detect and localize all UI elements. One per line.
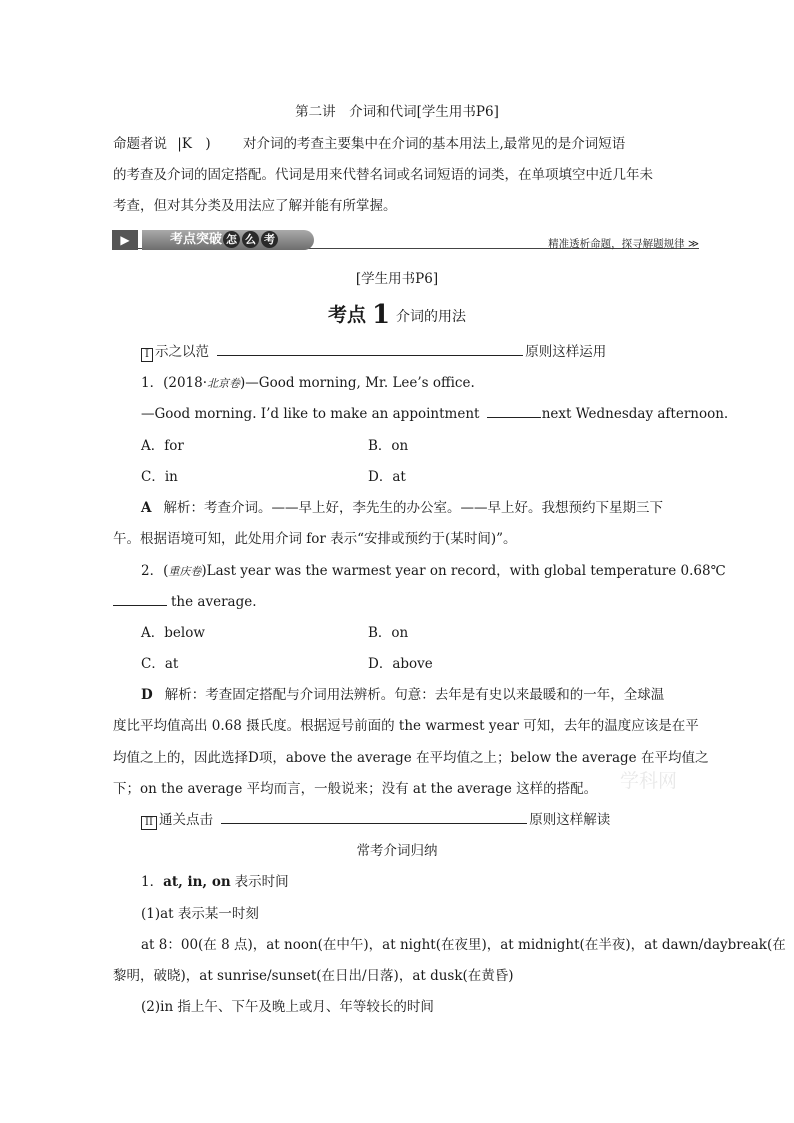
summary-heading-words: at, in, on	[163, 874, 231, 890]
q2-line2	[113, 593, 257, 611]
play-arrow-icon: ▶	[112, 230, 138, 250]
q2-explain-1	[141, 686, 664, 704]
kaodian-number: 1	[371, 300, 391, 330]
part1-rule	[217, 343, 523, 356]
part2-right: 原则这样解读	[529, 812, 611, 828]
part2-label: 通关点击	[159, 812, 213, 828]
q1-answer: A	[141, 500, 152, 516]
intro-line-3: 考查，但对其分类及用法应了解并能有所掌握。	[113, 198, 397, 214]
intro-lead: 命题者说	[113, 136, 167, 152]
kaodian-title	[0, 300, 794, 330]
q1-stem	[141, 374, 475, 393]
q2-rest: )Last year was the warmest year on record，with global temperature 0.68℃	[201, 563, 726, 579]
banner-circle-2: 么	[242, 231, 259, 248]
q1-line2	[141, 405, 728, 423]
summary-sub-2: (2)in 指上午、下午及晚上或月、年等较长的时间	[141, 999, 434, 1015]
banner-circle-3: 考	[261, 231, 278, 248]
q1-explain-2: 午。根据语境可知，此处用介词 for 表示“安排或预约于(某时间)”。	[113, 531, 517, 547]
part2-rule	[221, 811, 527, 824]
q2-option-b: B．on	[368, 625, 409, 641]
summary-example-1: at 8：00(在 8 点)，at noon(在中午)，at night(在夜里)，at midnight(在半夜)，at dawn/daybreak(在	[141, 937, 786, 953]
q2-blank	[113, 593, 167, 606]
q1-option-b: B．on	[368, 438, 409, 454]
summary-title: 常考介词归纳	[356, 843, 438, 859]
q1-blank	[487, 405, 541, 418]
part1-number: I	[141, 348, 153, 362]
q2-option-d: D．above	[368, 656, 433, 672]
part1-header	[141, 343, 606, 362]
q1-prefix: 1．(2018·	[141, 375, 208, 391]
q2-explain-4: 下；on the average 平均而言，一般说来；没有 at the average 这样的搭配。	[113, 781, 598, 797]
q1-option-c: C．in	[141, 469, 178, 485]
section-ref: [学生用书P6]	[355, 271, 439, 287]
intro-line-1	[113, 135, 625, 153]
q1-source: 北京卷	[207, 377, 241, 390]
q1-line2-b: next Wednesday afternoon.	[541, 406, 729, 422]
banner-label: 考点突破	[170, 232, 223, 247]
q2-explain-2: 度比平均值高出 0.68 摄氏度。根据逗号前面的 the warmest year 可知，去年的温度应该是在平	[113, 718, 699, 734]
kaodian-subtitle: 介词的用法	[396, 309, 467, 325]
q1-line2-a: —Good morning. I’d like to make an appointment	[141, 406, 480, 422]
q2-option-a: A．below	[141, 625, 205, 641]
q2-stem	[141, 562, 726, 581]
q2-explain-3: 均值之上的，因此选择D项，above the average 在平均值之上；below the average 在平均值之	[113, 750, 709, 766]
banner-circle-1: 怎	[223, 231, 240, 248]
q1-explain-text-1: 解析：考查介词。——早上好，李先生的办公室。——早上好。我想预约下星期三下	[163, 500, 663, 516]
q1-option-d: D．at	[368, 469, 406, 485]
q1-explain-1	[141, 499, 663, 517]
part1-right: 原则这样运用	[525, 344, 607, 360]
q1-option-a: A．for	[141, 438, 184, 454]
lecture-title: 第二讲 介词和代词[学生用书P6]	[295, 104, 499, 120]
banner-text	[170, 230, 279, 250]
part2-number: II	[141, 816, 157, 830]
q2-source: 重庆卷	[168, 565, 202, 578]
part1-label: 示之以范	[155, 344, 209, 360]
q2-line2-text: the average.	[171, 594, 257, 610]
q2-option-c: C．at	[141, 656, 179, 672]
summary-example-2: 黎明，破晓)，at sunrise/sunset(在日出/日落)，at dusk(在黄昏)	[113, 968, 514, 984]
q2-explain-text-1: 解析：考查固定搭配与介词用法辨析。句意：去年是有史以来最暖和的一年，全球温	[164, 687, 665, 703]
summary-heading-rest: 表示时间	[234, 874, 289, 890]
summary-sub-1: (1)at 表示某一时刻	[141, 906, 259, 922]
banner-right-text: 精准透析命题，探寻解题规律 ≫	[548, 238, 699, 250]
section-banner	[142, 230, 314, 250]
intro-text-1: 对介词的考查主要集中在介词的基本用法上,最常见的是介词短语	[243, 136, 626, 152]
summary-heading-num: 1．	[141, 874, 164, 890]
part2-header	[141, 811, 610, 830]
q2-answer: D	[141, 687, 153, 703]
q1-rest: )—Good morning, Mr. Lee’s office.	[240, 375, 475, 391]
q2-prefix: 2．(	[141, 563, 169, 579]
kaodian-word: 考点	[327, 304, 366, 326]
intro-mark: |K )	[177, 136, 211, 152]
intro-line-2: 的考查及介词的固定搭配。代词是用来代替名词或名词短语的词类，在单项填空中近几年未	[113, 167, 653, 183]
watermark: 学科网	[620, 770, 678, 792]
summary-heading-1	[141, 873, 289, 891]
